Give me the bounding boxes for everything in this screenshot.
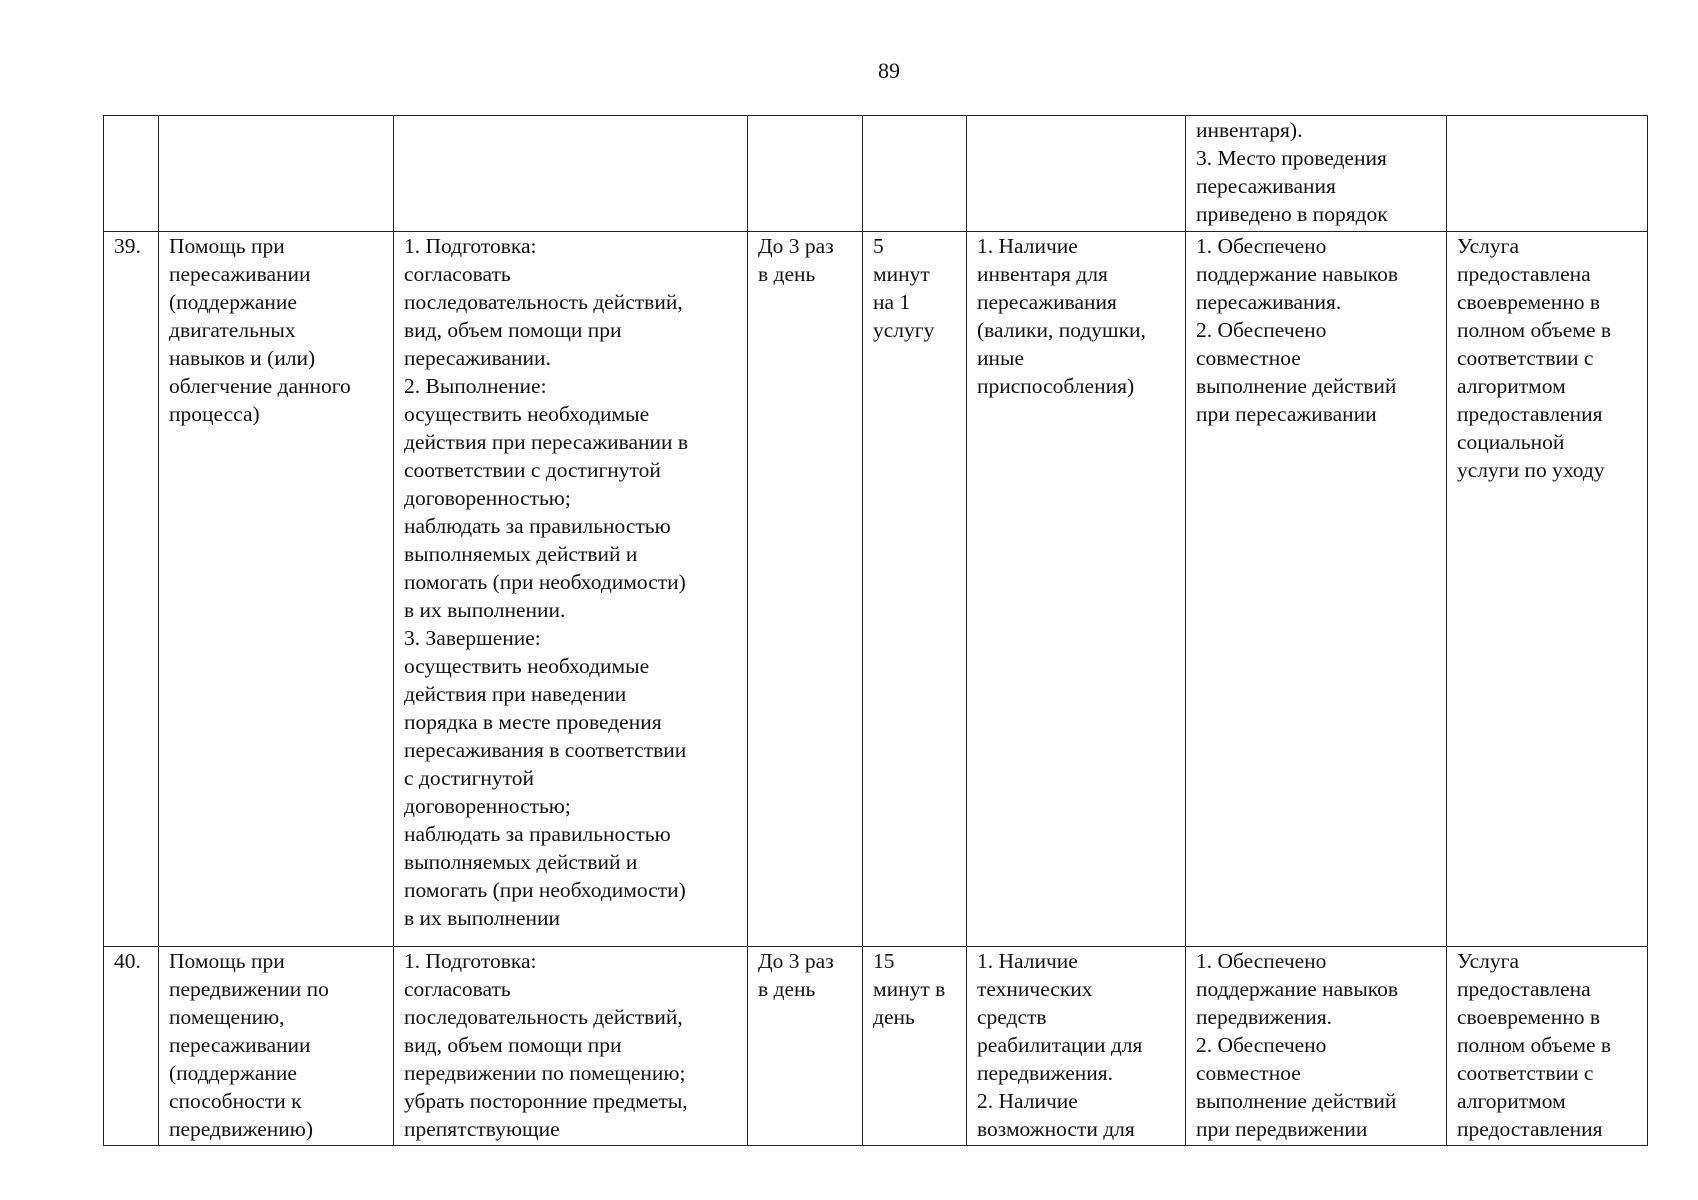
row-number: 40. xyxy=(114,949,141,973)
cell-text-line: передвижения. xyxy=(1196,1005,1333,1029)
cell-text-line: соответствии с xyxy=(1457,346,1594,370)
cell-duration xyxy=(863,116,967,232)
cell-text-line: последовательность действий, xyxy=(404,1005,683,1029)
cell-text-line: приведено в порядок xyxy=(1196,202,1388,226)
cell-text-line: 3. Место проведения xyxy=(1196,146,1387,170)
cell-frequency xyxy=(748,116,863,232)
cell-text-line: пересаживания xyxy=(977,290,1117,314)
cell-text-line: передвижении по xyxy=(169,977,329,1001)
cell-result-evaluation xyxy=(1447,116,1648,232)
cell-text-line: передвижению) xyxy=(169,1117,314,1141)
cell-text-line: минут xyxy=(873,262,930,286)
cell-text-line: выполнение действий xyxy=(1196,374,1397,398)
cell-text-line: реабилитации для xyxy=(977,1033,1143,1057)
cell-text-line: совместное xyxy=(1196,346,1301,370)
cell-text-line: инвентаря). xyxy=(1196,118,1303,142)
cell-text-line: услугу xyxy=(873,318,935,342)
cell-text-line: инвентаря для xyxy=(977,262,1108,286)
cell-text-line: на 1 xyxy=(873,290,911,314)
cell-frequency xyxy=(748,947,863,1146)
cell-service-name xyxy=(159,116,394,232)
cell-number xyxy=(104,232,159,947)
cell-text-line: полном объеме в xyxy=(1457,1033,1612,1057)
page-number: 89 xyxy=(878,58,900,83)
cell-text-line: 1. Обеспечено xyxy=(1196,949,1327,973)
cell-text-line: (валики, подушки, xyxy=(977,318,1146,342)
cell-text-line: в их выполнении xyxy=(404,906,561,930)
table-row xyxy=(104,947,1648,1146)
cell-text-line: поддержание навыков xyxy=(1196,262,1399,286)
cell-text-line: убрать посторонние предметы, xyxy=(404,1089,688,1113)
cell-text-line: 3. Завершение: xyxy=(404,626,541,650)
cell-text-line: способности к xyxy=(169,1089,302,1113)
cell-text-line: облегчение данного xyxy=(169,374,351,398)
cell-text-line: своевременно в xyxy=(1457,290,1600,314)
cell-service-content xyxy=(394,232,748,947)
cell-text-line: договоренностью; xyxy=(404,486,571,510)
cell-duration xyxy=(863,947,967,1146)
table-row xyxy=(104,232,1648,947)
cell-text-line: в день xyxy=(758,262,816,286)
cell-text-line: (поддержание xyxy=(169,1061,297,1085)
row-number: 39. xyxy=(114,234,141,258)
cell-text-line: 2. Обеспечено xyxy=(1196,1033,1327,1057)
cell-text-line: своевременно в xyxy=(1457,1005,1600,1029)
cell-text-line: согласовать xyxy=(404,262,511,286)
cell-text-line: полном объеме в xyxy=(1457,318,1612,342)
table-body xyxy=(104,116,1648,1146)
cell-text-line: действия при наведении xyxy=(404,682,627,706)
cell-text-line: соответствии с xyxy=(1457,1061,1594,1085)
cell-text-line: возможности для xyxy=(977,1117,1135,1141)
cell-text-line: передвижении по помещению; xyxy=(404,1061,686,1085)
cell-text-line: Помощь при xyxy=(169,234,285,258)
cell-text-line: последовательность действий, xyxy=(404,290,683,314)
table-row xyxy=(104,116,1648,232)
cell-text-line: 2. Выполнение: xyxy=(404,374,547,398)
cell-text-line: Помощь при xyxy=(169,949,285,973)
cell-conditions xyxy=(967,232,1186,947)
cell-text-line: препятствующие xyxy=(404,1117,560,1141)
cell-text-line: договоренностью; xyxy=(404,794,571,818)
cell-text-line: предоставления xyxy=(1457,1117,1603,1141)
cell-text-line: 2. Наличие xyxy=(977,1089,1078,1113)
cell-text-line: помогать (при необходимости) xyxy=(404,878,686,902)
cell-text-line: (поддержание xyxy=(169,290,297,314)
cell-text-line: осуществить необходимые xyxy=(404,402,650,426)
cell-number xyxy=(104,947,159,1146)
cell-conditions xyxy=(967,116,1186,232)
services-table xyxy=(103,115,1648,1146)
cell-text-line: действия при пересаживании в xyxy=(404,430,689,454)
cell-text-line: 1. Подготовка: xyxy=(404,949,537,973)
cell-text-line: 15 xyxy=(873,949,895,973)
cell-text-line: при пересаживании xyxy=(1196,402,1377,426)
cell-text-line: пересаживания. xyxy=(1196,290,1342,314)
cell-text-line: навыков и (или) xyxy=(169,346,316,370)
cell-text-line: двигательных xyxy=(169,318,296,342)
cell-text-line: совместное xyxy=(1196,1061,1301,1085)
cell-text-line: в день xyxy=(758,977,816,1001)
cell-quality-indicators xyxy=(1186,116,1447,232)
cell-text-line: вид, объем помощи при xyxy=(404,1033,622,1057)
cell-text-line: помещению, xyxy=(169,1005,285,1029)
cell-text-line: Услуга xyxy=(1457,234,1520,258)
cell-quality-indicators xyxy=(1186,947,1447,1146)
cell-text-line: средств xyxy=(977,1005,1047,1029)
cell-text-line: пересаживании xyxy=(169,262,311,286)
cell-text-line: Услуга xyxy=(1457,949,1520,973)
cell-service-content xyxy=(394,116,748,232)
cell-text-line: услуги по уходу xyxy=(1457,458,1605,482)
cell-text-line: социальной xyxy=(1457,430,1565,454)
cell-frequency xyxy=(748,232,863,947)
cell-text-line: с достигнутой xyxy=(404,766,535,790)
cell-text-line: передвижения. xyxy=(977,1061,1114,1085)
cell-quality-indicators xyxy=(1186,232,1447,947)
cell-text-line: 2. Обеспечено xyxy=(1196,318,1327,342)
cell-result-evaluation xyxy=(1447,232,1648,947)
cell-result-evaluation xyxy=(1447,947,1648,1146)
cell-text-line: день xyxy=(873,1005,915,1029)
cell-service-name xyxy=(159,947,394,1146)
cell-text-line: 1. Наличие xyxy=(977,949,1078,973)
cell-text-line: технических xyxy=(977,977,1093,1001)
cell-conditions xyxy=(967,947,1186,1146)
cell-text-line: вид, объем помощи при xyxy=(404,318,622,342)
cell-text-line: приспособления) xyxy=(977,374,1135,398)
cell-text-line: пересаживания xyxy=(1196,174,1336,198)
cell-text-line: До 3 раз xyxy=(758,234,834,258)
cell-text-line: пересаживании xyxy=(169,1033,311,1057)
cell-text-line: алгоритмом xyxy=(1457,374,1566,398)
cell-text-line: алгоритмом xyxy=(1457,1089,1566,1113)
cell-text-line: выполнение действий xyxy=(1196,1089,1397,1113)
cell-text-line: предоставлена xyxy=(1457,262,1591,286)
cell-text-line: предоставления xyxy=(1457,402,1603,426)
cell-service-content xyxy=(394,947,748,1146)
cell-duration xyxy=(863,232,967,947)
cell-text-line: выполняемых действий и xyxy=(404,542,638,566)
cell-text-line: соответствии с достигнутой xyxy=(404,458,661,482)
cell-text-line: выполняемых действий и xyxy=(404,850,638,874)
cell-text-line: 1. Подготовка: xyxy=(404,234,537,258)
cell-text-line: наблюдать за правильностью xyxy=(404,514,671,538)
cell-text-line: при передвижении xyxy=(1196,1117,1368,1141)
cell-text-line: помогать (при необходимости) xyxy=(404,570,686,594)
cell-text-line: До 3 раз xyxy=(758,949,834,973)
cell-text-line: пересаживания в соответствии xyxy=(404,738,687,762)
cell-number xyxy=(104,116,159,232)
cell-text-line: согласовать xyxy=(404,977,511,1001)
cell-text-line: пересаживании. xyxy=(404,346,551,370)
cell-text-line: в их выполнении. xyxy=(404,598,566,622)
cell-text-line: 1. Наличие xyxy=(977,234,1078,258)
cell-text-line: порядка в месте проведения xyxy=(404,710,662,734)
cell-text-line: осуществить необходимые xyxy=(404,654,650,678)
cell-text-line: 5 xyxy=(873,234,884,258)
cell-service-name xyxy=(159,232,394,947)
cell-text-line: 1. Обеспечено xyxy=(1196,234,1327,258)
cell-text-line: предоставлена xyxy=(1457,977,1591,1001)
cell-text-line: иные xyxy=(977,346,1024,370)
cell-text-line: минут в xyxy=(873,977,946,1001)
cell-text-line: процесса) xyxy=(169,402,260,426)
cell-text-line: наблюдать за правильностью xyxy=(404,822,671,846)
cell-text-line: поддержание навыков xyxy=(1196,977,1399,1001)
